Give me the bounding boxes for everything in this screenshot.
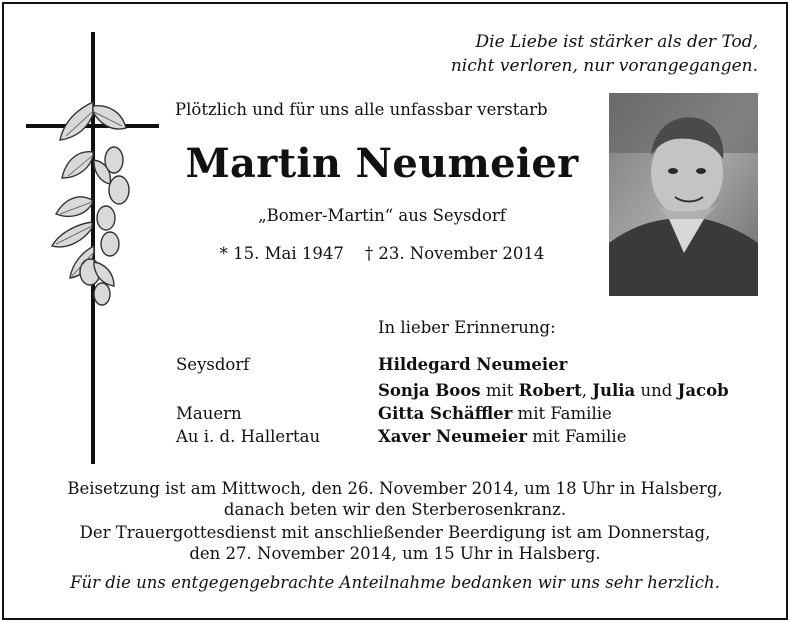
quote-line-1: Die Liebe ist stärker als der Tod, [475, 32, 758, 52]
mourner-name: Jacob [677, 381, 729, 400]
deceased-name: Martin Neumeier [185, 140, 579, 187]
portrait-photo [609, 93, 758, 296]
mourner-name: Sonja Boos [378, 381, 481, 400]
mourner-names [378, 404, 612, 423]
mourner-names [378, 381, 729, 400]
funeral-info-line-4: den 27. November 2014, um 15 Uhr in Halsberg. [189, 544, 601, 563]
intro-text: Plötzlich und für uns alle unfassbar verstarb [175, 100, 548, 119]
mourner-place: Au i. d. Hallertau [176, 427, 321, 446]
mourner-connector: mit Familie [527, 427, 627, 446]
mourner-names [378, 427, 626, 446]
mourner-name: Hildegard Neumeier [378, 355, 568, 374]
mourner-name: Robert [518, 381, 582, 400]
life-dates: * 15. Mai 1947 † 23. November 2014 [219, 244, 545, 263]
mourner-connector: mit Familie [512, 404, 612, 423]
quote-line-2: nicht verloren, nur vorangegangen. [450, 56, 758, 76]
thanks-text: Für die uns entgegengebrachte Anteilnahme bedanken wir uns sehr herzlich. [70, 573, 720, 592]
mourner-place: Mauern [176, 404, 242, 423]
funeral-info-line-1: Beisetzung ist am Mittwoch, den 26. November 2014, um 18 Uhr in Halsberg, [67, 479, 723, 498]
mourner-connector: und [635, 381, 678, 400]
mourner-names [378, 355, 567, 374]
mourner-name: Julia [592, 381, 636, 400]
cross-with-hops-icon [26, 32, 166, 464]
mourner-connector: mit [480, 381, 519, 400]
deceased-nickname: „Bomer-Martin“ aus Seysdorf [258, 206, 506, 225]
mourner-place: Seysdorf [176, 355, 250, 374]
remembrance-heading: In lieber Erinnerung: [378, 318, 556, 337]
mourner-name: Xaver Neumeier [378, 427, 528, 446]
funeral-info-line-3: Der Trauergottesdienst mit anschließender Beerdigung ist am Donnerstag, [79, 523, 711, 542]
funeral-info-line-2: danach beten wir den Sterberosenkranz. [223, 500, 567, 519]
mourner-connector: , [581, 381, 593, 400]
mourner-name: Gitta Schäffler [378, 404, 513, 423]
